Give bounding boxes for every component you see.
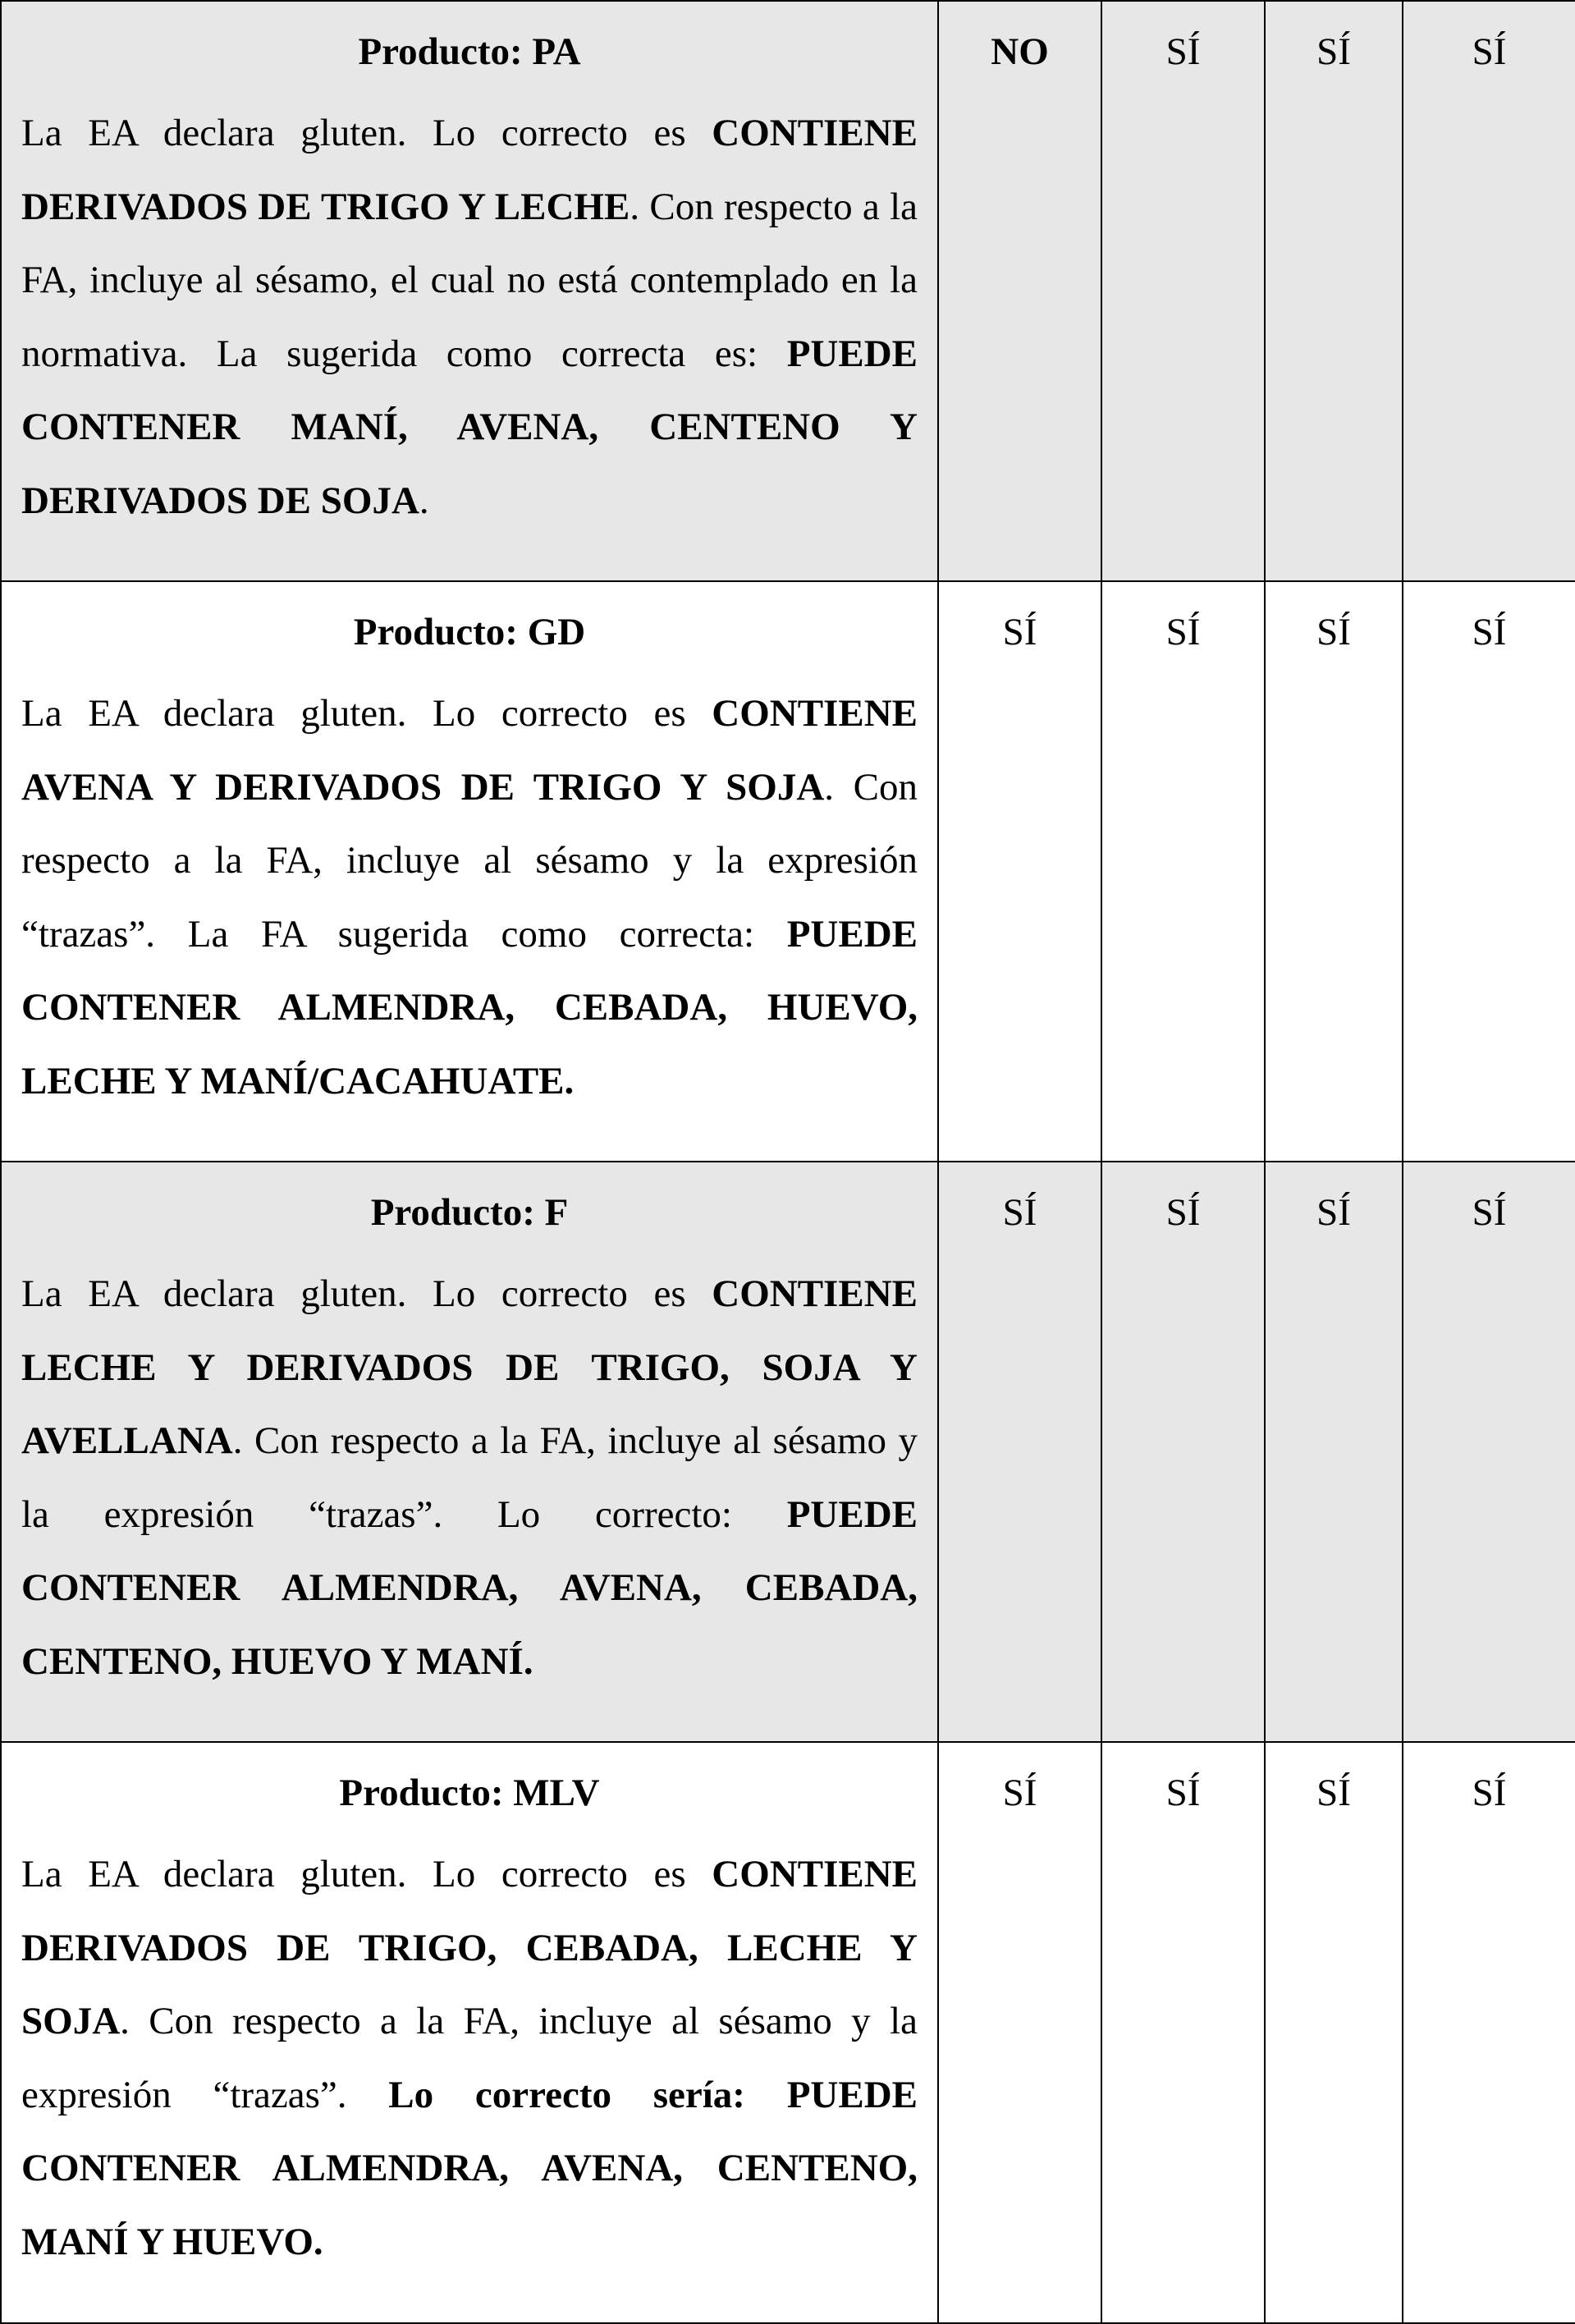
desc-segment: . Con respecto a la FA, incluye al sésamo y la expresión “trazas”. [21,2000,918,2116]
mark-value: SÍ [1316,611,1351,653]
mark-value: NO [991,30,1049,73]
mark-cell [1403,1162,1575,1742]
mark-value: SÍ [1472,1191,1507,1234]
product-title: Producto: PA [358,30,581,73]
desc-segment-bold: CONTIENE DERIVADOS DE TRIGO Y LECHE [21,112,918,228]
product-cell [1,1,938,581]
table-row [1,1,1575,581]
desc-segment-bold: PUEDE CONTENER ALMENDRA, AVENA, CEBADA, CENTENO, HUEVO Y MANÍ. [21,1492,918,1683]
mark-cell [938,1742,1101,2323]
table-row [1,1742,1575,2323]
mark-cell [938,1162,1101,1742]
product-description [21,1838,918,2279]
mark-value: SÍ [1165,1191,1201,1234]
mark-cell [1101,581,1265,1162]
desc-segment-bold: CONTIENE AVENA Y DERIVADOS DE TRIGO Y SOJA [21,692,918,809]
desc-segment: La EA declara gluten. Lo correcto es [21,1272,712,1315]
mark-cell [1265,1,1403,581]
mark-value: SÍ [1165,1772,1201,1814]
mark-cell [1265,581,1403,1162]
mark-value: SÍ [1165,611,1201,653]
table-row [1,581,1575,1162]
mark-value: SÍ [1002,1191,1037,1234]
desc-segment: La EA declara gluten. Lo correcto es [21,1853,712,1895]
mark-cell [1265,1742,1403,2323]
mark-cell [938,581,1101,1162]
desc-segment-bold: Lo correcto sería: PUEDE CONTENER ALMENDRA, AVENA, CENTENO, MANÍ Y HUEVO. [21,2073,918,2263]
product-description [21,677,918,1118]
mark-value: SÍ [1316,30,1351,73]
desc-segment: La EA declara gluten. Lo correcto es [21,692,712,735]
mark-cell [1403,581,1575,1162]
mark-value: SÍ [1316,1191,1351,1234]
mark-cell [1101,1742,1265,2323]
mark-cell [1101,1,1265,581]
product-description [21,1258,918,1698]
product-title: Producto: MLV [339,1772,600,1814]
mark-value: SÍ [1002,611,1037,653]
mark-cell [1403,1,1575,581]
product-cell [1,1162,938,1742]
product-cell [1,1742,938,2323]
mark-value: SÍ [1316,1772,1351,1814]
product-title: Producto: F [370,1191,569,1234]
desc-segment: . [419,479,429,522]
mark-value: SÍ [1472,1772,1507,1814]
mark-cell [938,1,1101,581]
mark-cell [1101,1162,1265,1742]
mark-value: SÍ [1165,30,1201,73]
desc-segment-bold: CONTIENE DERIVADOS DE TRIGO, CEBADA, LECHE Y SOJA [21,1853,918,2042]
mark-value: SÍ [1002,1772,1037,1814]
mark-value: SÍ [1472,30,1507,73]
product-title: Producto: GD [353,611,586,653]
desc-segment-bold: PUEDE CONTENER ALMENDRA, CEBADA, HUEVO, LECHE Y MANÍ/CACAHUATE. [21,912,918,1102]
desc-segment-bold: CONTIENE LECHE Y DERIVADOS DE TRIGO, SOJA Y AVELLANA [21,1272,918,1462]
product-description [21,97,918,538]
desc-segment: . Con respecto a la FA, incluye al sésamo y la expresión “trazas”. La FA sugerida como correcta: [21,765,918,956]
mark-value: SÍ [1472,611,1507,653]
table-row [1,1162,1575,1742]
mark-cell [1265,1162,1403,1742]
desc-segment: . Con respecto a la FA, incluye al sésamo y la expresión “trazas”. Lo correcto: [21,1419,918,1536]
desc-segment: . Con respecto a la FA, incluye al sésamo, el cual no está contemplado en la normativa. La sugerida como correcta es: [21,185,918,375]
desc-segment: La EA declara gluten. Lo correcto es [21,112,712,154]
desc-segment-bold: PUEDE CONTENER MANÍ, AVENA, CENTENO Y DERIVADOS DE SOJA [21,332,918,522]
product-cell [1,581,938,1162]
mark-cell [1403,1742,1575,2323]
